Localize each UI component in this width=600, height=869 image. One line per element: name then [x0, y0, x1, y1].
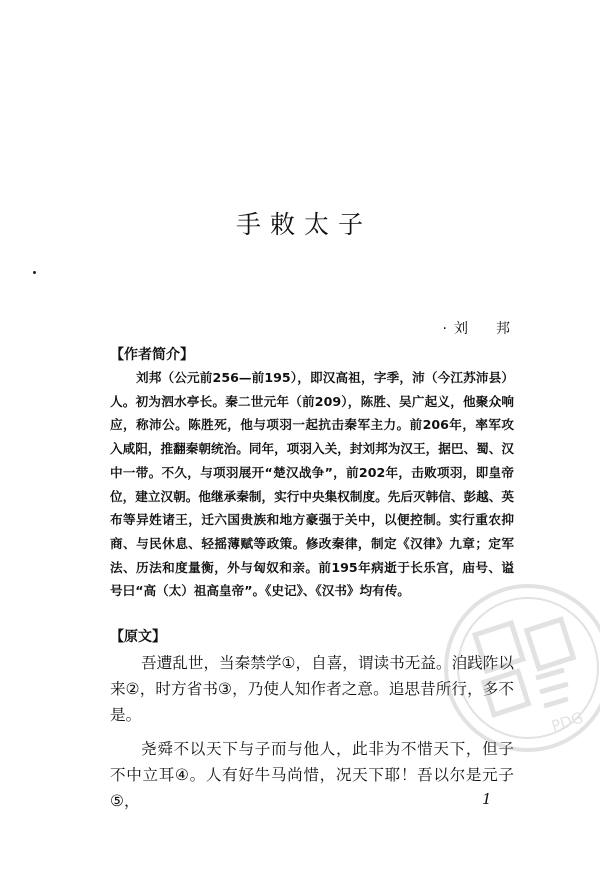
watermark-text: PDG — [549, 708, 586, 736]
watermark-seal-icon — [440, 580, 600, 755]
page-title: 手敕太子 — [235, 210, 372, 239]
scan-speck — [33, 271, 36, 274]
original-paragraph-1: 吾遭乱世，当秦禁学①，自喜，谓读书无益。洎践阼以来②，时方省书③，乃使人知作者之意。追思昔所行，多不是。 — [110, 654, 514, 724]
author-intro-heading: 【作者简介】 — [110, 347, 194, 363]
original-text-heading: 【原文】 — [110, 629, 166, 645]
original-paragraph-2: 尧舜不以天下与子而与他人，此非为不惜天下，但子不中立耳④。人有好牛马尚惜，况天下耶！吾以尔是元子⑤， — [110, 740, 514, 810]
page-number: 1 — [482, 790, 492, 808]
author-byline: ·刘 邦 — [442, 321, 517, 337]
author-intro-text: 刘邦（公元前256—前195），即汉高祖，字季，沛（今江苏沛县）人。初为泗水亭长。秦二世元年（前209），陈胜、吴广起义，他聚众响应，称沛公。陈胜死，他与项羽一起抗击秦军主力。前206年，率军攻入咸阳，推翻秦朝统治。同年，项羽入关，封刘邦为汉王，据巴、蜀、汉中一带。不久，与项羽展开“楚汉战争”，前202年，击败项羽，即皇帝位，建立汉朝。他继承秦制，实行中央集权制度。先后灭韩信、彭越、英布等异姓诸王，迁六国贵族和地方豪强于关中，以便控制。实行重农抑商、与民休息、轻摇薄赋等政策。修改秦律，制定《汉律》九章；定军法、历法和度量衡，外与匈奴和亲。前195年病逝于长乐宫，庙号、谥号曰“高（太）祖高皇帝”。《史记》、《汉书》均有传。 — [110, 370, 514, 599]
